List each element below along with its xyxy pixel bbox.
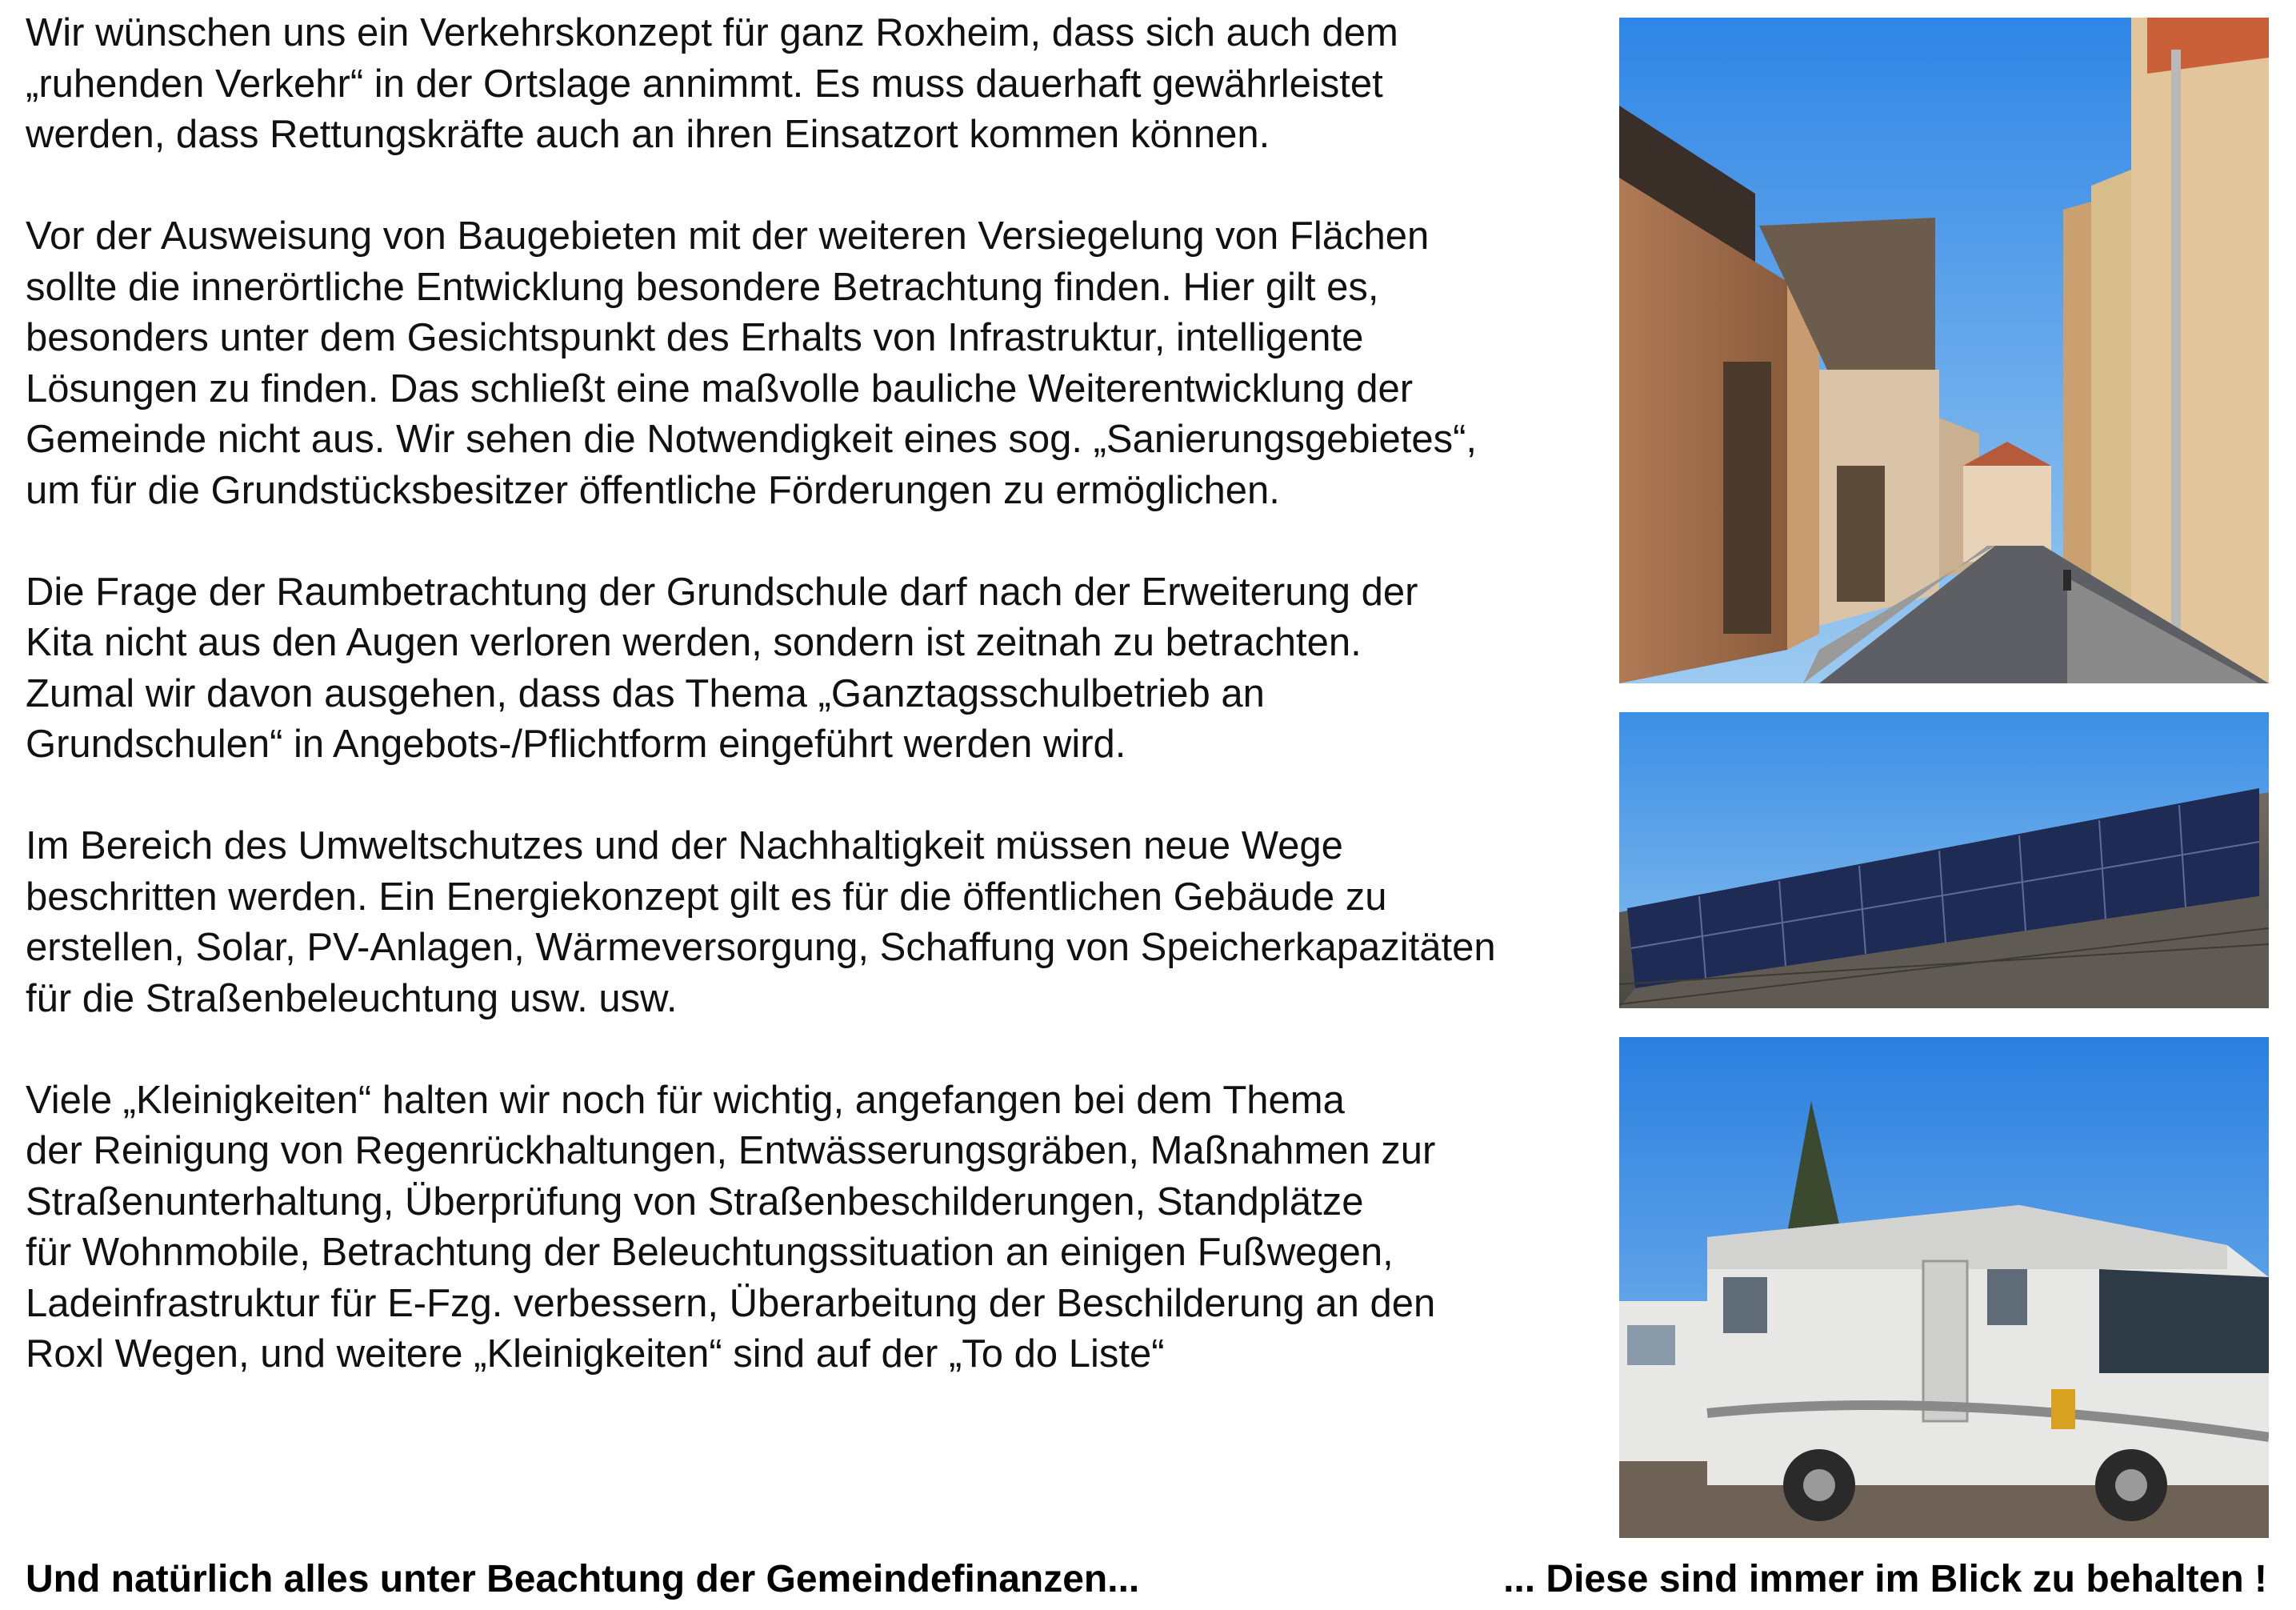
paragraph-environment: Im Bereich des Umweltschutzes und der Nachhaltigkeit müssen neue Wege beschritten werden. Ein Energiekonzept gilt es für die öffentlichen Gebäude zu erstellen, Solar, PV-Anlagen, Wärmeversorgung, Schaffung von Speicherkapazitäten für die Straßenbeleuchtung usw. usw.	[26, 824, 1496, 1020]
paragraph-school: Die Frage der Raumbetrachtung der Grundschule darf nach der Erweiterung der Kita nicht aus den Augen verloren werden, sondern ist zeitnah zu betrachten. Zumal wir davon ausgehen, dass das Thema „Ganztagsschulbetrieb an Grundschulen“ in Angebots-/Pflichtform eingeführt werden wird.	[26, 570, 1418, 766]
footer-left-note: Und natürlich alles unter Beachtung der Gemeindefinanzen...	[26, 1558, 1140, 1600]
paragraph-development: Vor der Ausweisung von Baugebieten mit der weiteren Versiegelung von Flächen sollte die innerörtliche Entwicklung besondere Betrachtung finden. Hier gilt es, besonders unter dem Gesichtspunkt des Erhalts von Infrastruktur, intelligente Lösungen zu finden. Das schließt eine maßvolle bauliche Weiterentwicklung der Gemeinde nicht aus. Wir sehen die Notwendigkeit eines sog. „Sanierungsgebietes“, um für die Grundstücksbesitzer öffentliche Förderungen zu ermöglichen.	[26, 214, 1478, 512]
solar-roof-photo	[1619, 712, 2269, 1008]
village-street-photo	[1619, 18, 2269, 683]
body-text	[26, 8, 1570, 1380]
footer-right-note: ... Diese sind immer im Blick zu behalten !	[1503, 1558, 2267, 1600]
motorhome-photo	[1619, 1037, 2269, 1538]
paragraph-details: Viele „Kleinigkeiten“ halten wir noch für wichtig, angefangen bei dem Thema der Reinigung von Regenrückhaltungen, Entwässerungsgräben, Maßnahmen zur Straßenunterhaltung, Überprüfung von Straßenbeschilderungen, Standplätze für Wohnmobile, Betrachtung der Beleuchtungssituation an einigen Fußwegen, Ladeinfrastruktur für E-Fzg. verbessern, Überarbeitung der Beschilderung an den Roxl Wegen, und weitere „Kleinigkeiten“ sind auf der „To do Liste“	[26, 1078, 1436, 1376]
paragraph-traffic: Wir wünschen uns ein Verkehrskonzept für ganz Roxheim, dass sich auch dem „ruhenden Verkehr“ in der Ortslage annimmt. Es muss dauerhaft gewährleistet werden, dass Rettungskräfte auch an ihren Einsatzort kommen können.	[26, 11, 1398, 156]
